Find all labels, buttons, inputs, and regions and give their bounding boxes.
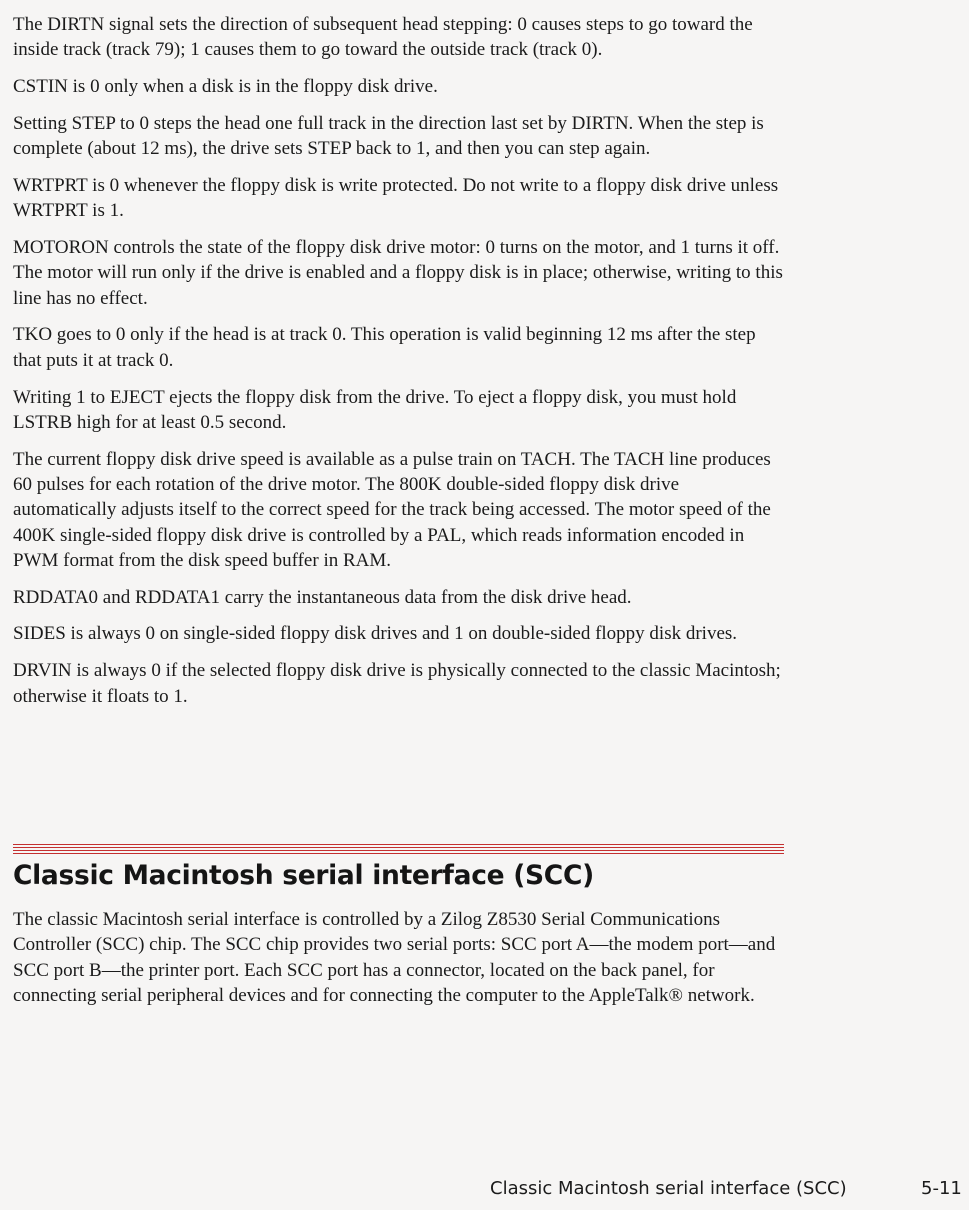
paragraph-rddata: RDDATA0 and RDDATA1 carry the instantaneous data from the disk drive head. bbox=[13, 586, 632, 608]
section-paragraph: The classic Macintosh serial interface is controlled by a Zilog Z8530 Serial Communications Controller (SCC) chip. The SCC chip provides two serial ports: SCC port A—the modem port—and SCC port B—the printer port. Each SCC port has a connector, located on the back panel, for connecting serial peripheral devices and for connecting the computer to the AppleTalk® network. bbox=[13, 909, 776, 1006]
rule-line bbox=[13, 844, 784, 845]
paragraph-wrtprt: WRTPRT is 0 whenever the floppy disk is write protected. Do not write to a floppy disk drive unless WRTPRT is 1. bbox=[13, 174, 779, 222]
paragraph-sides: SIDES is always 0 on single-sided floppy disk drives and 1 on double-sided floppy disk drives. bbox=[13, 623, 738, 645]
paragraph-cstin: CSTIN is 0 only when a disk is in the floppy disk drive. bbox=[13, 76, 438, 98]
section-rule bbox=[13, 844, 784, 856]
paragraph-dirtn: The DIRTN signal sets the direction of subsequent head stepping: 0 causes steps to go toward the inside track (track 79); 1 causes them to go toward the outside track (track 0). bbox=[13, 14, 753, 61]
body-text bbox=[13, 12, 783, 720]
paragraph-drvin: DRVIN is always 0 if the selected floppy disk drive is physically connected to the classic Macintosh; otherwise it floats to 1. bbox=[13, 660, 781, 707]
paragraph-motoron: MOTORON controls the state of the floppy disk drive motor: 0 turns on the motor, and 1 turns it off. The motor will run only if the drive is enabled and a floppy disk is in place; otherwise, writing to this line has no effect. bbox=[13, 237, 783, 309]
running-footer-title: Classic Macintosh serial interface (SCC) bbox=[490, 1178, 847, 1199]
rule-line bbox=[13, 853, 784, 854]
paragraph-tach: The current floppy disk drive speed is available as a pulse train on TACH. The TACH line produces 60 pulses for each rotation of the drive motor. The 800K double-sided floppy disk drive automatically adjusts itself to the correct speed for the track being accessed. The motor speed of the 400K single-sided floppy disk drive is controlled by a PAL, which reads information encoded in PWM format from the disk speed buffer in RAM. bbox=[13, 448, 771, 571]
paragraph-step: Setting STEP to 0 steps the head one full track in the direction last set by DIRTN. When the step is complete (about 12 ms), the drive sets STEP back to 1, and then you can step again. bbox=[13, 112, 764, 160]
paragraph-eject: Writing 1 to EJECT ejects the floppy disk from the drive. To eject a floppy disk, you must hold LSTRB high for at least 0.5 second. bbox=[13, 386, 737, 433]
paragraph-tko: TKO goes to 0 only if the head is at track 0. This operation is valid beginning 12 ms after the step that puts it at track 0. bbox=[13, 324, 756, 371]
rule-line bbox=[13, 850, 784, 851]
page-number: 5-11 bbox=[921, 1178, 962, 1199]
rule-line bbox=[13, 847, 784, 848]
section-heading: Classic Macintosh serial interface (SCC) bbox=[13, 860, 594, 891]
